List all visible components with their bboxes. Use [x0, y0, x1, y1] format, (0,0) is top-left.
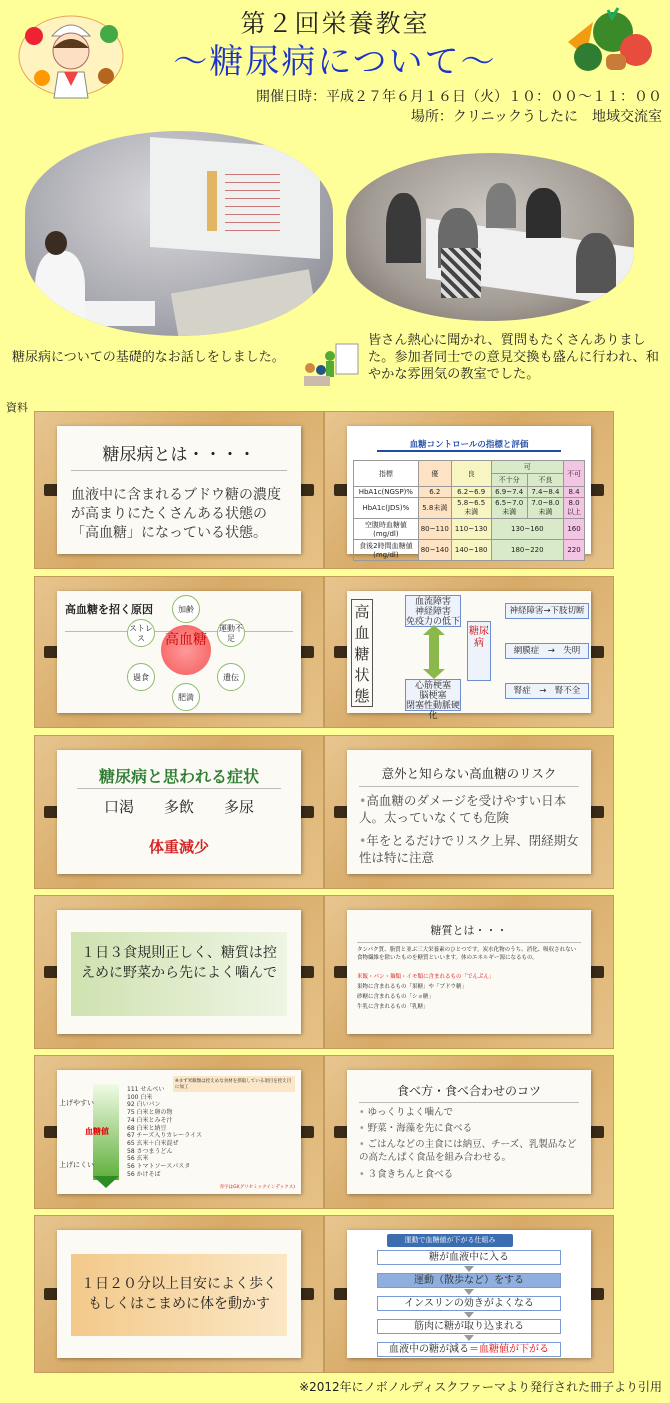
cell: 140~180 — [451, 540, 491, 561]
slide-frame-8 — [324, 895, 614, 1049]
r2: 網膜症 → 失明 — [505, 643, 589, 659]
carbs-starch: 米飯・パン・麺類・イモ類に含まれるもの「でんぷん」 — [357, 974, 495, 980]
cell: 7.0~8.0未満 — [527, 498, 563, 519]
cell: HbA1c(NGSP)% — [354, 487, 419, 498]
event-date: 開催日時：平成２７年６月１６日（火）１０：００～１１：００ — [256, 89, 662, 105]
th-excellent: 優 — [418, 461, 451, 487]
slide-frame-6 — [324, 735, 614, 889]
cell: 80~110 — [418, 519, 451, 540]
diabetes-label: 糖尿病 — [467, 621, 491, 681]
symptom-list: 口渇 多飲 多尿 — [103, 798, 254, 816]
cell: 6.5~7.0未満 — [491, 498, 527, 519]
slide-title: 糖尿病とは・・・・ — [102, 445, 256, 465]
gi-arrowhead — [93, 1176, 119, 1188]
gi-item: 56 トマトソースパスタ — [127, 1163, 191, 1171]
page-subtitle: ～糖尿病について～ — [173, 42, 497, 82]
cell: 160 — [564, 519, 585, 540]
tip-2 — [359, 1122, 581, 1135]
cell: 130~160 — [491, 519, 563, 540]
flow-step-4: 筋肉に糖が取り込まれる — [377, 1319, 561, 1334]
flow-step-3: インスリンの効きがよくなる — [377, 1296, 561, 1311]
divider — [357, 942, 581, 943]
arrow-down — [423, 669, 445, 679]
factor-overeating: 過食 — [127, 663, 155, 691]
box-infarction: 心筋梗塞 脳梗塞 閉塞性動脈硬化 — [406, 681, 461, 721]
th-good: 良 — [451, 461, 491, 487]
tip-text-2: 野菜・海藻を先に食べる — [367, 1123, 473, 1134]
risk-bullet-2 — [359, 832, 579, 866]
divider — [359, 786, 579, 787]
factor-aging: 加齢 — [172, 595, 200, 623]
participants-photo — [346, 153, 634, 321]
slide-frame-2 — [324, 411, 614, 569]
gi-item: 65 玄米＋白米混ぜ — [127, 1139, 179, 1147]
slide-glucose-index — [347, 426, 591, 559]
slide-frame-5 — [34, 735, 324, 889]
factor-stress: ストレス — [127, 619, 155, 647]
carbs-milk: 牛乳に含まれるもの「乳糖」 — [357, 1004, 429, 1010]
nutritionist-illustration — [14, 6, 129, 101]
materials-label: 資料 — [6, 401, 28, 414]
tip-1 — [359, 1106, 581, 1119]
factor-obesity: 肥満 — [172, 683, 200, 711]
th-bad: 不良 — [527, 474, 563, 487]
flow-chart — [377, 1250, 561, 1357]
gi-list — [127, 1086, 237, 1178]
lecture-photo — [25, 131, 333, 336]
slide-what-is-diabetes — [57, 426, 301, 554]
gi-item: 92 白いパン — [127, 1101, 161, 1109]
gi-item: 74 白米とみそ汁 — [127, 1116, 173, 1124]
flow-arrow — [464, 1266, 474, 1272]
gi-up-label: 上げやすい — [59, 1099, 94, 1107]
slide-title: 高血糖を招く原因 — [65, 603, 153, 616]
cell: 5.8未満 — [418, 498, 451, 519]
slide-carbs — [347, 910, 591, 1034]
tip-text-3: ごはんなどの主食には納豆、チーズ、乳製品などの高たんぱく食品を組み合わせる。 — [359, 1139, 577, 1163]
arrow-shaft — [429, 629, 439, 673]
cell: 5.8~6.5未満 — [451, 498, 491, 519]
cell: 8.4 — [564, 487, 585, 498]
th-insufficient: 不十分 — [491, 474, 527, 487]
slide-title: 運動で血糖値が下がる仕組み — [387, 1234, 513, 1247]
gi-item: 75 白米と卵の物 — [127, 1109, 173, 1117]
weight-loss: 体重減少 — [148, 838, 209, 856]
footnote: ※2012年にノボノルディスクファーマより発行された冊子より引用 — [299, 1380, 662, 1394]
slide-risk — [347, 750, 591, 874]
meal-advice: １日３食規則正しく、糖質は控えめに野菜から先によく噛んで — [71, 932, 287, 1016]
gi-item: 68 白米と納豆 — [127, 1124, 167, 1132]
slide-meals — [57, 910, 301, 1034]
slide-frame-12 — [324, 1215, 614, 1373]
th-poor: 不可 — [564, 461, 585, 487]
carbs-fruit: 果物に含まれるもの「果糖」や「ブドウ糖」 — [357, 984, 468, 990]
r1: 神経障害→下肢切断 — [505, 603, 589, 619]
tip-text-1: ゆっくりよく噛んで — [367, 1107, 454, 1118]
slide-walking — [57, 1230, 301, 1358]
slide-exercise-mechanism — [347, 1230, 591, 1358]
slide-body: 血液中に含まれるブドウ糖の濃度が高まりにたくさんある状態の「高血糖」になっている状態。 — [71, 487, 281, 541]
page-title: 第２回栄養教室 — [240, 9, 430, 38]
flow-last: 血液中の糖が減る＝ — [389, 1344, 479, 1355]
gi-item: 111 せんべい — [127, 1086, 165, 1093]
arrow-up — [423, 625, 445, 635]
risk-bullet-1 — [359, 792, 579, 826]
slide-causes — [57, 591, 301, 713]
slide-title: 意外と知らない高血糖のリスク — [381, 766, 557, 781]
tip-4 — [359, 1168, 581, 1181]
risk-text-1: 高血糖のダメージを受けやすい日本人。太っていなくても危険 — [359, 793, 567, 825]
classroom-icon — [302, 340, 362, 392]
slide-frame-7 — [34, 895, 324, 1049]
cell: 7.4~8.4 — [527, 487, 563, 498]
carbs-sugar: 砂糖に含まれるもの「ショ糖」 — [357, 994, 434, 1000]
gi-item: 56 かけそば — [127, 1170, 161, 1178]
factor-genetics: 遺伝 — [217, 663, 245, 691]
slide-frame-1 — [34, 411, 324, 569]
divider — [71, 470, 287, 471]
slide-frame-9 — [34, 1055, 324, 1209]
gi-item: 58 さつまうどん — [127, 1147, 173, 1155]
gi-mid-label: 血糖値 — [85, 1127, 109, 1136]
slide-frame-11 — [34, 1215, 324, 1373]
tip-3 — [359, 1138, 581, 1164]
cell: 8.0以上 — [564, 498, 585, 519]
th-fair: 可 — [491, 461, 563, 474]
slide-frame-3 — [34, 576, 324, 728]
cell: 80~140 — [418, 540, 451, 561]
slide-title: 食べ方・食べ合わせのコツ — [396, 1084, 541, 1098]
cell: 空腹時血糖値(mg/dl) — [354, 519, 419, 540]
gi-item: 67 チーズ入りカレーライス — [127, 1132, 203, 1140]
tip-text-4: ３食きちんと食べる — [367, 1169, 454, 1180]
flow-arrow — [464, 1335, 474, 1341]
th-index: 指標 — [354, 461, 419, 487]
cell: 食後2時間血糖値(mg/dl) — [354, 540, 419, 561]
gi-item: 56 玄米 — [127, 1155, 149, 1163]
state-label: 高血糖状態 — [351, 599, 373, 707]
cell: 110~130 — [451, 519, 491, 540]
gi-down-label: 上げにくい — [59, 1161, 94, 1169]
walking-advice: １日２０分以上目安によく歩くもしくはこまめに体を動かす — [71, 1254, 287, 1336]
divider — [359, 1102, 579, 1103]
risk-text-2: 年をとるだけでリスク上昇、閉経期女性は特に注意 — [359, 833, 579, 865]
slide-symptoms — [57, 750, 301, 874]
flow-arrow — [464, 1289, 474, 1295]
slide-complications — [347, 591, 591, 721]
slide-eating-tips — [347, 1070, 591, 1194]
flow-arrow — [464, 1312, 474, 1318]
caption-left: 糖尿病についての基礎的なお話しをしました。 — [12, 350, 285, 365]
slide-frame-4 — [324, 576, 614, 728]
center-circle: 高血糖 — [161, 625, 211, 675]
cell: 6.9~7.4 — [491, 487, 527, 498]
event-place: 場所：クリニックうしたに 地域交流室 — [410, 109, 662, 125]
slide-title: 糖質とは・・・ — [430, 924, 508, 937]
factor-exercise: 運動不足 — [217, 619, 245, 647]
vegetables-illustration — [548, 2, 660, 77]
carbs-desc: タンパク質、脂質と並ぶ三大栄養素のひとつです。炭水化物のうち、消化、吸収されない食物繊維を除いたものを糖質といいます。体のエネルギー源になるもの。 — [357, 947, 577, 961]
glucose-table — [353, 460, 585, 561]
divider — [77, 788, 281, 789]
slide-frame-10 — [324, 1055, 614, 1209]
cell: 220 — [564, 540, 585, 561]
r3: 腎症 → 腎不全 — [505, 683, 589, 699]
gi-foot: 赤字はGI(グリセミックインデックス) — [219, 1185, 295, 1190]
bullet-dot: • — [359, 793, 367, 808]
box-circulation: 血流障害 神経障害 免疫力の低下 — [406, 597, 461, 627]
flow-step-1: 糖が血液中に入る — [377, 1250, 561, 1265]
slide-gi — [57, 1070, 301, 1194]
bullet-dot: • — [359, 833, 367, 848]
slide-title: 血糖コントロールの指標と評価 — [377, 438, 561, 452]
flow-last-red: 血糖値が下がる — [479, 1344, 549, 1355]
cell: 6.2 — [418, 487, 451, 498]
bullet-dot: • — [359, 1107, 368, 1118]
cell: HbA1c(JDS)% — [354, 498, 419, 519]
flow-step-2: 運動（散歩など）をする — [377, 1273, 561, 1288]
cell: 6.2~6.9 — [451, 487, 491, 498]
cell: 180~220 — [491, 540, 563, 561]
caption-right: 皆さん熱心に聞かれ、質問もたくさんありました。参加者同士での意見交換も盛んに行われ、和やかな雰囲気の教室でした。 — [368, 333, 659, 382]
bullet-dot: • — [359, 1139, 368, 1150]
gi-header: ※まず米飯類は控えめな食材を摂取している項目を控え目に加工 — [173, 1076, 295, 1092]
bullet-dot: • — [359, 1169, 368, 1180]
gi-item: 100 白米 — [127, 1093, 153, 1101]
flow-step-5 — [377, 1342, 561, 1357]
bullet-dot: • — [359, 1123, 368, 1134]
slide-title: 糖尿病と思われる症状 — [98, 767, 259, 786]
